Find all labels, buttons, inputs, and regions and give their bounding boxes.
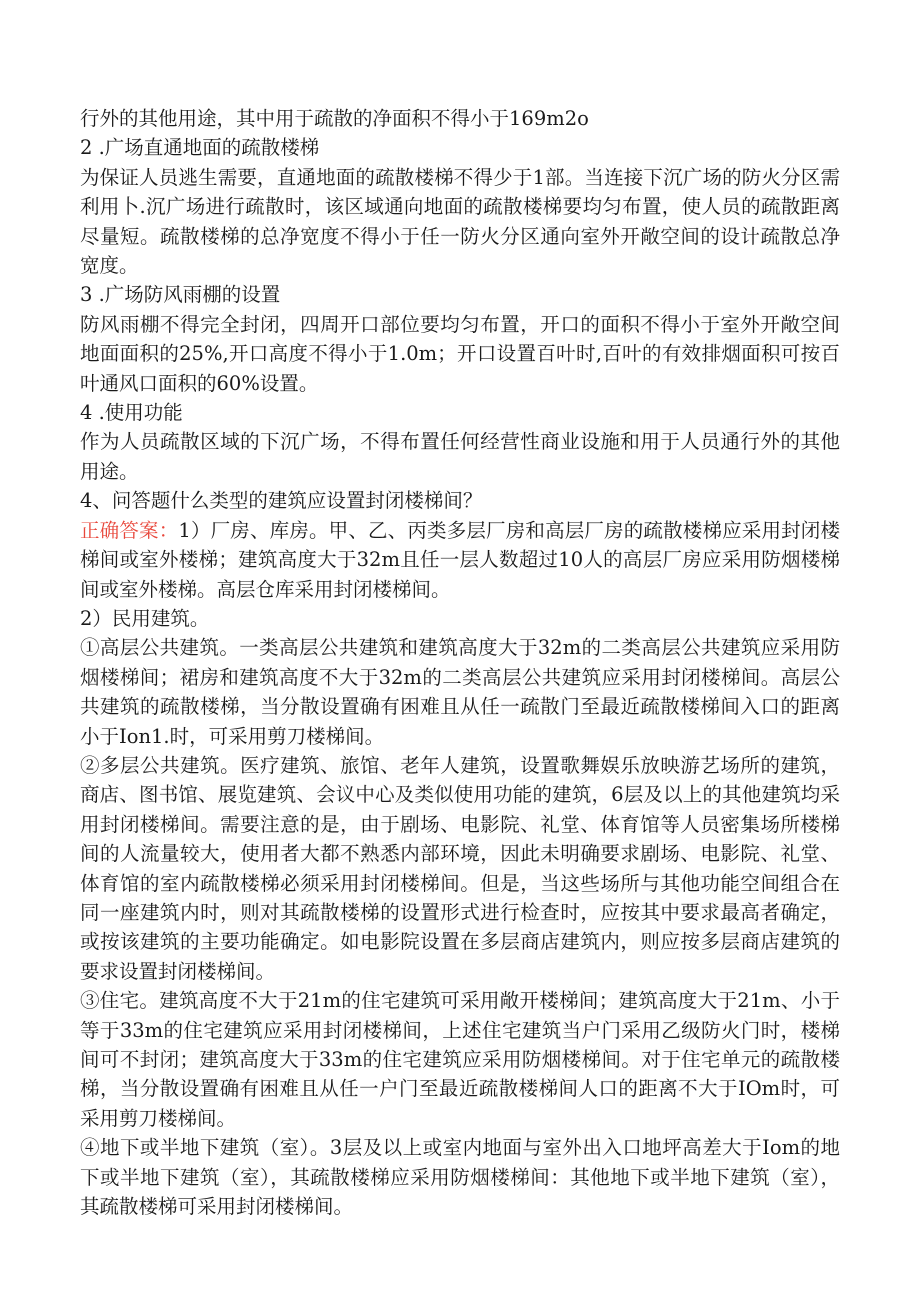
paragraph-usage: 作为人员疏散区域的下沉广场，不得布置任何经营性商业设施和用于人员通行外的其他用途。: [80, 430, 840, 483]
answer-label: 正确答案：: [80, 518, 179, 542]
paragraph-net-area: 行外的其他用途，其中用于疏散的净面积不得小于169m2o: [80, 107, 589, 130]
document-page: [80, 104, 840, 1221]
heading-usage: 4 .使用功能: [80, 401, 183, 425]
paragraph-high-rise-public: ①高层公共建筑。一类高层公共建筑和建筑高度大于32m的二类高层公共建筑应采用防烟楼梯间；裙房和建筑高度不大于32m的二类高层公共建筑应采用封闭楼梯间。高层公共建筑的疏散楼梯，当分散设置确有困难且从任一疏散门至最近疏散楼梯间入口的距离小于Ion1.时，可采用剪刀楼梯间。: [80, 636, 840, 748]
paragraph-underground: ④地下或半地下建筑（室）。3层及以上或室内地面与室外出入口地坪高差大于Iom的地下或半地下建筑（室），其疏散楼梯应采用防烟楼梯间：其他地下或半地下建筑（室），其疏散楼梯可采用封闭楼梯间。: [80, 1136, 840, 1219]
answer-paragraph: [80, 516, 840, 604]
answer-text-factories: 1）厂房、库房。甲、乙、丙类多层厂房和高层厂房的疏散楼梯应采用封闭楼梯间或室外楼梯；建筑高度大于32m且任一层人数超过10人的高层厂房应采用防烟楼梯间或室外楼梯。高层仓库采用封闭楼梯间。: [80, 518, 840, 601]
paragraph-rain-canopy: 防风雨棚不得完全封闭，四周开口部位要均匀布置，开口的面积不得小于室外开敞空间地面面积的25%,开口高度不得小于1.0m；开口设置百叶时,百叶的有效排烟面积可按百叶通风口面积的60%设置。: [80, 312, 840, 395]
heading-rain-canopy: 3 .广场防风雨棚的设置: [80, 283, 281, 307]
paragraph-multi-storey-public: ②多层公共建筑。医疗建筑、旅馆、老年人建筑，设置歌舞娱乐放映游艺场所的建筑，商店、图书馆、展览建筑、会议中心及类似使用功能的建筑，6层及以上的其他建筑均采用封闭楼梯间。需要注意的是，由于剧场、电影院、礼堂、体育馆等人员密集场所楼梯间的人流量较大，使用者大都不熟悉内部环境，因此未明确要求剧场、电影院、礼堂、体育馆的室内疏散楼梯必须采用封闭楼梯间。但是，当这些场所与其他功能空间组合在同一座建筑内时，则对其疏散楼梯的设置形式进行检查时，应按其中要求最高者确定，或按该建筑的主要功能确定。如电影院设置在多层商店建筑内，则应按多层商店建筑的要求设置封闭楼梯间。: [80, 753, 840, 983]
paragraph-evacuation-stairs: 为保证人员逃生需要，直通地面的疏散楼梯不得少于1部。当连接下沉广场的防火分区需利用卜.沉广场进行疏散时，该区域通向地面的疏散楼梯要均匀布置，使人员的疏散距离尽量短。疏散楼梯的总净宽度不得小于任一防火分区通向室外开敞空间的设计疏散总净宽度。: [80, 165, 840, 278]
heading-civil-buildings: 2）民用建筑。: [80, 606, 210, 630]
heading-evacuation-stairs: 2 .广场直通地面的疏散楼梯: [80, 136, 320, 160]
paragraph-residential: ③住宅。建筑高度不大于21m的住宅建筑可采用敞开楼梯间；建筑高度大于21m、小于等于33m的住宅建筑应采用封闭楼梯间，上述住宅建筑当户门采用乙级防火门时，楼梯间可不封闭；建筑高度大于33m的住宅建筑应采用防烟楼梯间。对于住宅单元的疏散楼梯，当分散设置确有困难且从任一户门至最近疏散楼梯间人口的距离不大于IOm时，可采用剪刀楼梯间。: [80, 989, 840, 1130]
question-heading: 4、问答题什么类型的建筑应设置封闭楼梯间？: [80, 489, 483, 513]
